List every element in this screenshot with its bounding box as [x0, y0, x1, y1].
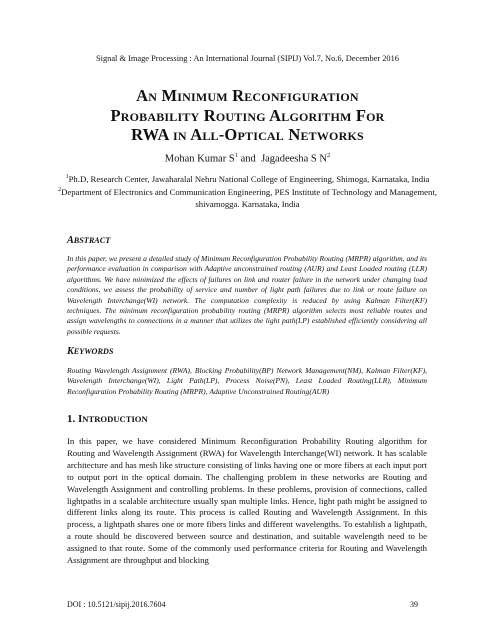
abstract-body: In this paper, we present a detailed study of Minimum Reconfiguration Probability Routing (MRPR) algorithm, and its performance evaluation in comparison with Adaptive unconstrained routing (AUR) and Least Loaded routing (LLR) algorithms. We have minimized the effects of failures on link and router failure in the network under changing load conditions, we assess the probability of service and number of light path failures due to link or route failure on Wavelength Interchange(WI) network. The computation complexity is reduced by using Kalman Filter(KF) techniques. The minimum reconfiguration probability routing (MRPR) algorithm selects most reliable routes and assign wavelengths to connections in a manner that utilizes the light path(LP) established efficiently considering all possible requests. — [67, 254, 427, 336]
author-list — [0, 152, 495, 165]
introduction-body: In this paper, we have considered Minimum Reconfiguration Probability Routing algorithm for Routing and Wavelength Assignment (RWA) for Wavelength Interchange(WI) network. It has scalable architecture and has mesh like structure consisting of links having one or more fibers at each input port to output port in the optical domain. The challenging problem in these networks are Routing and Wavelength Assignment and controlling problems. In these problems, provision of connections, called lightpaths in a scalable architecture usually span multiple links. Hence, light path might be assigned to different links along its route. This process is called Routing and Wavelength Assignment. In this process, a lightpath shares one or more fibers links and different wavelengths. To establish a lightpath, a route should be discovered between source and destination, and suitable wavelength need to be assigned to that route. Some of the commonly used performance criteria for Routing and Wavelength Assignment are throughput and blocking — [67, 436, 427, 566]
affiliation-2-text: Department of Electronics and Communication Engineering, PES Institute of Technology and Management, shivamogga. Karnataka, India — [61, 187, 437, 209]
paper-title — [40, 86, 455, 145]
keywords-heading: KEYWORDS — [67, 346, 114, 357]
affiliation-1-text: Ph.D, Research Center, Jawaharalal Nehru National College of Engineering, Shimoga, Karnataka, India — [68, 173, 430, 184]
author-2-name: Jagadeesha S N — [261, 153, 327, 165]
author-connector: and — [238, 153, 262, 165]
author-2-affil-mark: 2 — [326, 152, 331, 159]
author-1-name: Mohan Kumar S — [164, 153, 235, 165]
affiliations — [40, 172, 455, 211]
footer-doi: DOI : 10.5121/sipij.2016.7604 — [67, 600, 166, 609]
keywords-body: Routing Wavelength Assignment (RWA), Blocking Probability(BP) Network Management(NM), Kalman Filter(KF), Wavelength Interchange(WI), Light Path(LP), Process Noise(PN), Least Loaded Routing(LLR), Minimum Reconfiguration Probability Routing (MRPR), Adaptive Unconstrained Routing(AUR) — [67, 366, 427, 396]
introduction-heading: 1. INTRODUCTION — [67, 413, 148, 425]
affiliation-2 — [40, 185, 455, 210]
title-line-1: An Minimum Reconfiguration — [136, 86, 359, 105]
title-line-3: RWA in All-Optical Networks — [131, 125, 364, 144]
page-number: 39 — [410, 600, 418, 609]
journal-header: Signal & Image Processing : An International Journal (SIPIJ) Vol.7, No.6, December 2016 — [95, 54, 399, 63]
affiliation-2-mark: 2 — [58, 187, 62, 194]
author-1-affil-mark: 1 — [234, 152, 239, 159]
title-line-2: Probability Routing Algorithm For — [110, 105, 385, 125]
abstract-heading: ABSTRACT — [67, 235, 111, 246]
affiliation-1-mark: 1 — [65, 174, 69, 180]
affiliation-1 — [40, 172, 455, 185]
